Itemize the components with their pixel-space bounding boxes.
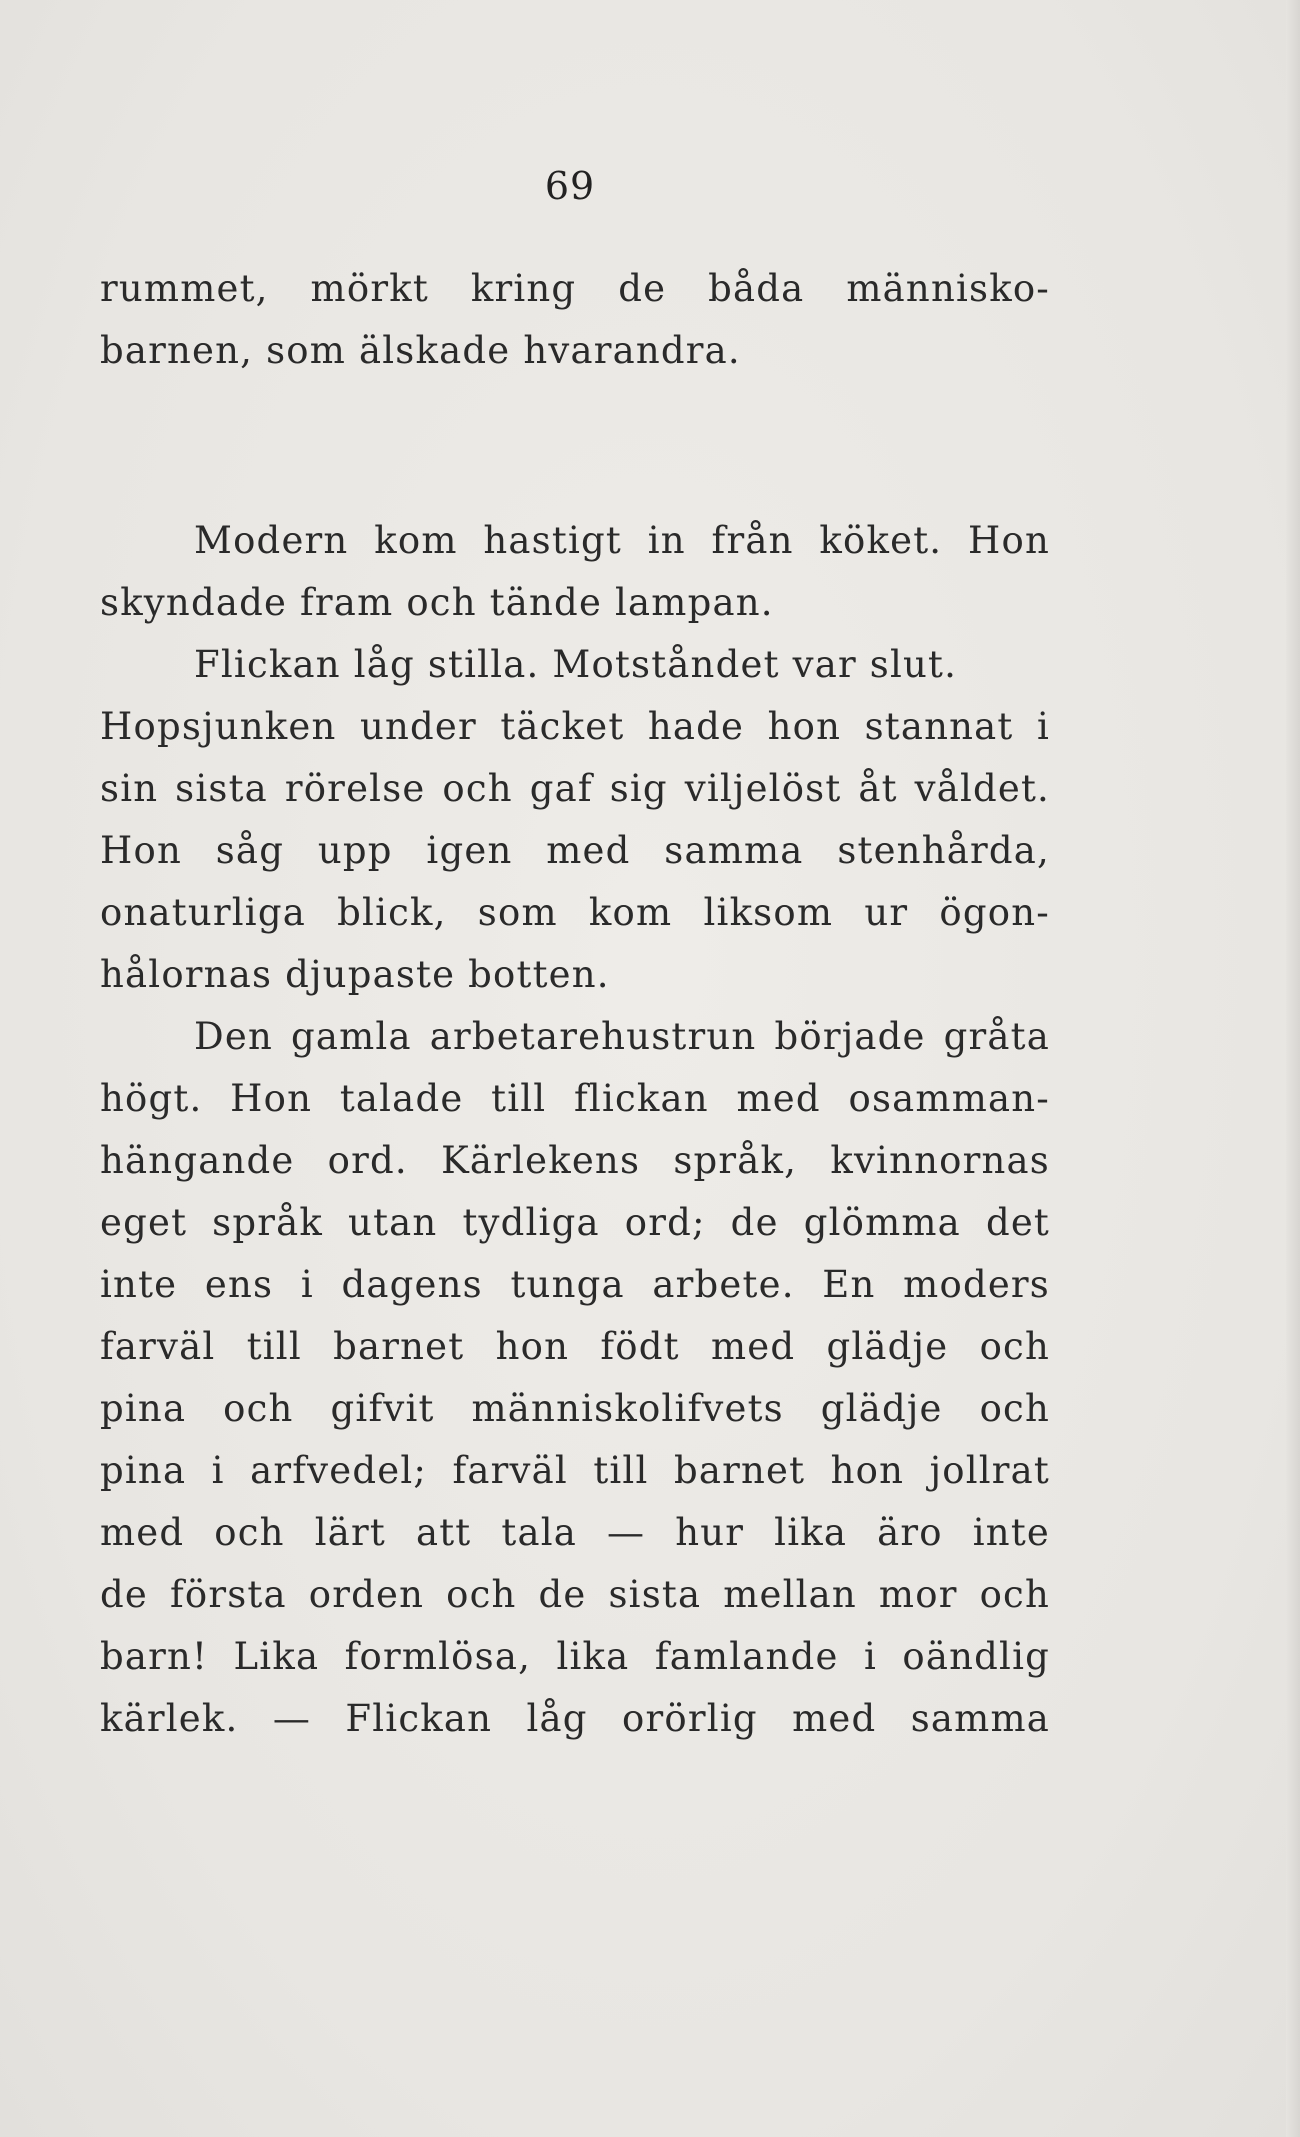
text-line: Modern kom hastigt in från köket. Hon: [194, 519, 1050, 562]
body-text: [100, 258, 1050, 1750]
text-line: hängande ord. Kärlekens språk, kvinnornas: [100, 1139, 1050, 1182]
text-line: Den gamla arbetarehustrun började gråta: [194, 1015, 1050, 1058]
page-number: 69: [544, 164, 596, 208]
paragraph-gap: [100, 382, 1050, 510]
page-edge: [1286, 0, 1300, 2137]
text-line: Hopsjunken under täcket hade hon stannat i: [100, 705, 1050, 748]
text-line: hålornas djupaste botten.: [100, 953, 610, 996]
text-line: skyndade fram och tände lampan.: [100, 581, 774, 624]
text-line: högt. Hon talade till flickan med osamman-: [100, 1077, 1050, 1120]
text-line: inte ens i dagens tunga arbete. En moders: [100, 1263, 1050, 1306]
text-line: kärlek. — Flickan låg orörlig med samma: [100, 1697, 1050, 1740]
text-line: Hon såg upp igen med samma stenhårda,: [100, 829, 1050, 872]
text-line: eget språk utan tydliga ord; de glömma det: [100, 1201, 1050, 1244]
text-line: onaturliga blick, som kom liksom ur ögon-: [100, 891, 1050, 934]
text-line: barn! Lika formlösa, lika famlande i oändlig: [100, 1635, 1050, 1678]
text-line: barnen, som älskade hvarandra.: [100, 329, 741, 372]
text-line: med och lärt att tala — hur lika äro inte: [100, 1511, 1050, 1554]
text-line: pina i arfvedel; farväl till barnet hon jollrat: [100, 1449, 1050, 1492]
text-line: sin sista rörelse och gaf sig viljelöst åt våldet.: [100, 767, 1050, 810]
text-line: de första orden och de sista mellan mor och: [100, 1573, 1050, 1616]
text-line: rummet, mörkt kring de båda människo-: [100, 267, 1050, 310]
text-line: Flickan låg stilla. Motståndet var slut.: [194, 643, 958, 686]
text-line: farväl till barnet hon födt med glädje och: [100, 1325, 1050, 1368]
text-line: pina och gifvit människolifvets glädje och: [100, 1387, 1050, 1430]
